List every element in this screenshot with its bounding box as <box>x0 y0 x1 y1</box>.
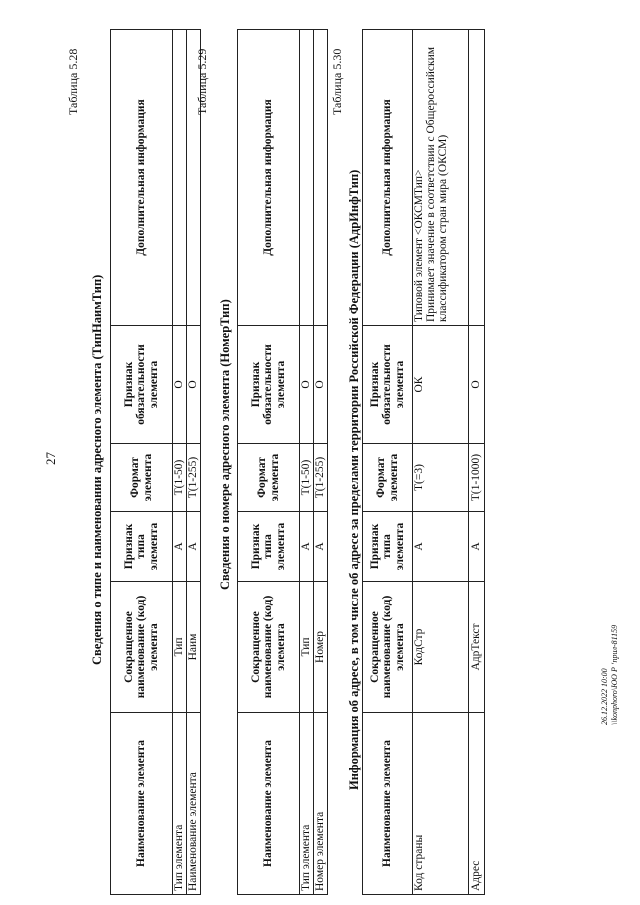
table-row <box>413 30 469 895</box>
column-header: Формат элемента <box>363 444 413 512</box>
table-title-5-29: Сведения о номере адресного элемента (НомерТип) <box>218 299 232 590</box>
table-cell <box>300 30 314 326</box>
column-header: Дополнительная информация <box>363 30 413 326</box>
table-label-5-30: Таблица 5.30 <box>330 48 344 115</box>
column-header: Признак типа элемента <box>111 512 173 582</box>
column-header: Наименование элемента <box>238 713 300 895</box>
table-cell: T(1-50) <box>173 444 187 512</box>
table-5-30 <box>362 29 485 895</box>
table-cell: ОК <box>413 326 469 444</box>
column-header: Сокращенное наименование (код) элемента <box>111 582 173 713</box>
table-cell: Адрес <box>469 713 485 895</box>
column-header: Дополнительная информация <box>111 30 173 326</box>
table-cell: Наименование элемента <box>187 713 201 895</box>
table-cell: О <box>300 326 314 444</box>
table-cell: А <box>187 512 201 582</box>
column-header: Сокращенное наименование (код) элемента <box>238 582 300 713</box>
column-header: Признак обязательности элемента <box>363 326 413 444</box>
table-title-5-30: Информация об адресе, в том числе об адресе за пределами территории Российской Федерации (АдрИнфТип) <box>347 169 361 790</box>
table-cell: Номер элемента <box>314 713 328 895</box>
table-cell: Наим <box>187 582 201 713</box>
table-cell: АдрТекст <box>469 582 485 713</box>
column-header: Формат элемента <box>238 444 300 512</box>
table-label-5-29: Таблица 5.29 <box>195 48 209 115</box>
table-row <box>173 30 187 895</box>
column-header: Признак типа элемента <box>238 512 300 582</box>
column-header: Признак обязательности элемента <box>238 326 300 444</box>
column-header: Наименование элемента <box>363 713 413 895</box>
table-cell: Тип элемента <box>300 713 314 895</box>
table-header-row <box>238 30 300 895</box>
table-cell: О <box>469 326 485 444</box>
column-header: Сокращенное наименование (код) элемента <box>363 582 413 713</box>
table-cell: Типовой элемент <ОКСМТип> Принимает значение в соответствии с Общероссийским классификатором стран мира (ОКСМ) <box>413 30 469 326</box>
table-label-5-28: Таблица 5.28 <box>66 48 80 115</box>
table-header-row <box>363 30 413 895</box>
table-cell: А <box>413 512 469 582</box>
table-cell: Тип <box>173 582 187 713</box>
column-header: Признак типа элемента <box>363 512 413 582</box>
table-cell: T(1-1000) <box>469 444 485 512</box>
stamp-path: \\konphoro\ЮО Р ‘прил-81159 <box>609 624 619 725</box>
table-cell <box>173 30 187 326</box>
table-cell: T(1-255) <box>187 444 201 512</box>
table-cell: А <box>314 512 328 582</box>
document-stamp <box>600 625 619 725</box>
table-row <box>469 30 485 895</box>
table-title-5-28: Сведения о типе и наименовании адресного элемента (ТипНаимТип) <box>90 274 104 665</box>
column-header: Дополнительная информация <box>238 30 300 326</box>
table-cell: T(1-255) <box>314 444 328 512</box>
table-5-29 <box>237 29 328 895</box>
table-cell: О <box>314 326 328 444</box>
table-cell: Тип <box>300 582 314 713</box>
table-cell: КодСтр <box>413 582 469 713</box>
table-cell: Номер <box>314 582 328 713</box>
column-header: Формат элемента <box>111 444 173 512</box>
table-cell: Код страны <box>413 713 469 895</box>
page-number: 27 <box>43 452 58 465</box>
table-row <box>300 30 314 895</box>
stamp-datetime: 26.12.2022 10:00 <box>600 668 609 725</box>
table-cell: Тип элемента <box>173 713 187 895</box>
table-5-28 <box>110 29 201 895</box>
table-header-row <box>111 30 173 895</box>
table-cell <box>314 30 328 326</box>
table-cell: T(1-50) <box>300 444 314 512</box>
table-cell: А <box>173 512 187 582</box>
table-cell: О <box>187 326 201 444</box>
table-cell: T(=3) <box>413 444 469 512</box>
table-cell: А <box>469 512 485 582</box>
column-header: Признак обязательности элемента <box>111 326 173 444</box>
table-cell <box>469 30 485 326</box>
table-cell: А <box>300 512 314 582</box>
table-row <box>314 30 328 895</box>
table-cell: О <box>173 326 187 444</box>
table-row <box>187 30 201 895</box>
column-header: Наименование элемента <box>111 713 173 895</box>
